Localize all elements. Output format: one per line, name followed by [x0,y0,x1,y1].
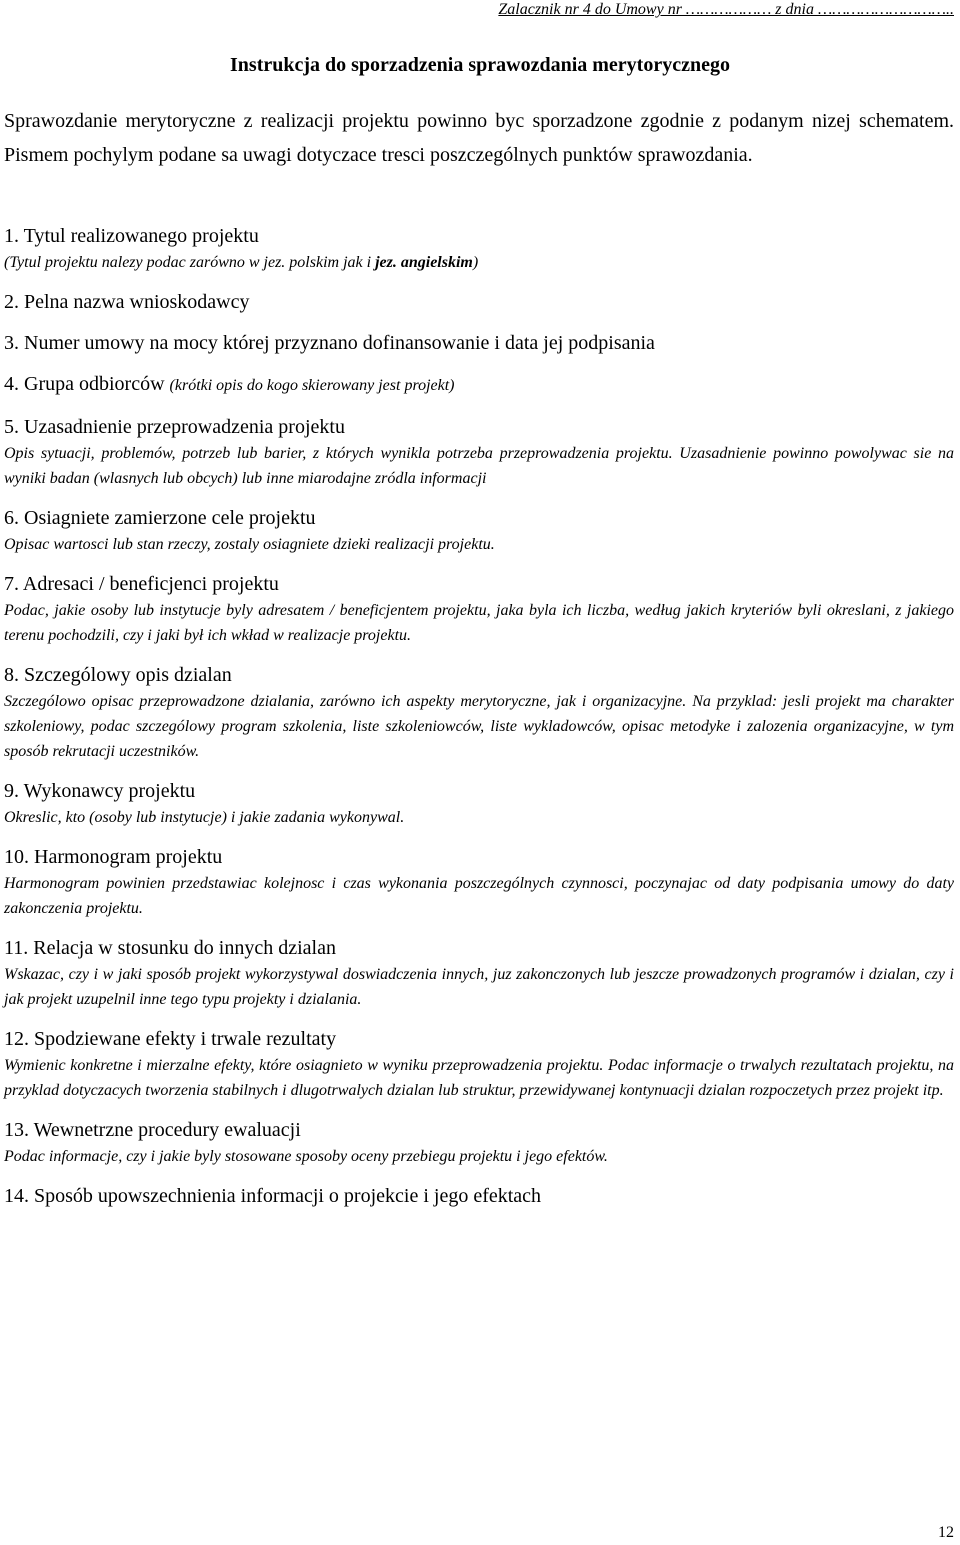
section-description: Szczególowo opisac przeprowadzone dzialania, zarówno ich aspekty merytoryczne, jak i organizacyjne. Na przyklad: jesli projekt ma charakter szkoleniowy, podac szczególowy program szkolenia, liste szkoleniowców, liste wykladowców, opisac metodyke i zalozenia organizacyjne, w tym sposób rekrutacji uczestników. [4,693,954,760]
section-description [4,250,954,275]
section-heading: 2. Pelna nazwa wnioskodawcy [4,291,250,313]
section-description-text: (Tytul projektu nalezy podac zarówno w jez. polskim jak i [4,254,376,271]
section-description: Podac informacje, czy i jakie byly stosowane sposoby oceny przebiegu projektu i jego efektów. [4,1148,608,1165]
section-heading: 13. Wewnetrzne procedury ewaluacji [4,1119,301,1141]
section-12 [4,1025,954,1103]
section-13 [4,1116,954,1169]
section-heading: 1. Tytul realizowanego projektu [4,225,259,247]
intro-paragraph: Sprawozdanie merytoryczne z realizacji projektu powinno byc sporzadzone zgodnie z podanym nizej schematem. Pismem pochylym podane sa uwagi dotyczace tresci poszczególnych punktów sprawozdania. [4,110,954,166]
section-5 [4,413,954,491]
section-10 [4,843,954,921]
section-9 [4,777,954,830]
section-description: Opis sytuacji, problemów, potrzeb lub barier, z których wynikla potrzeba przeprowadzenia projektu. Uzasadnienie powinno powolywac sie na wyniki badan (wlasnych lub obcych) lub inne miarodajne zródla informacji [4,445,954,487]
section-heading [4,370,954,400]
section-7 [4,570,954,648]
section-description-bold: jez. angielskim [375,254,473,271]
page-number: 12 [938,1524,954,1541]
section-3 [4,329,954,357]
section-description: Wskazac, czy i w jaki sposób projekt wykorzystywal doswiadczenia innych, juz zakonczonych lub jeszcze prowadzonych programów i dzialan, czy i jak projekt uzupelnil inne tego typu projekty i dzialania. [4,966,954,1008]
section-description-text: ) [472,254,479,271]
section-heading: 10. Harmonogram projektu [4,846,223,868]
section-1 [4,222,954,275]
section-heading: 5. Uzasadnienie przeprowadzenia projektu [4,416,345,438]
section-description: Okreslic, kto (osoby lub instytucje) i jakie zadania wykonywal. [4,809,405,826]
section-description: Harmonogram powinien przedstawiac kolejnosc i czas wykonania poszczególnych czynnosci, poczynajac od daty podpisania umowy do daty zakonczenia projektu. [4,875,954,917]
section-4 [4,370,954,400]
section-heading-text: 4. Grupa odbiorców [4,373,165,395]
section-heading: 12. Spodziewane efekty i trwale rezultaty [4,1028,337,1050]
section-6 [4,504,954,557]
section-description: Wymienic konkretne i mierzalne efekty, które osiagnieto w wyniku przeprowadzenia projektu. Podac informacje o trwalych rezultatach projektu, na przyklad dotyczacych tworzenia stabilnych i dlugotrwalych dzialan lub struktur, przewidywanej kontynuacji dzialan rozpoczetych przez projekt itp. [4,1057,954,1099]
section-heading: 8. Szczególowy opis dzialan [4,664,232,686]
section-heading: 11. Relacja w stosunku do innych dzialan [4,937,336,959]
section-description: Podac, jakie osoby lub instytucje byly adresatem / beneficjentem projektu, jaka byla ich liczba, według jakich kryteriów byli okreslani, z jakiego terenu pochodzili, czy i jaki był ich wkład w realizacje projektu. [4,602,954,644]
document-title: Instrukcja do sporzadzenia sprawozdania merytorycznego [230,54,730,76]
document-header: Zalacznik nr 4 do Umowy nr ……………… z dnia ……………………….. [498,1,954,18]
section-heading: 7. Adresaci / beneficjenci projektu [4,573,279,595]
section-11 [4,934,954,1012]
section-heading: 14. Sposób upowszechnienia informacji o projekcie i jego efektach [4,1185,542,1207]
section-heading: 6. Osiagniete zamierzone cele projektu [4,507,316,529]
section-14 [4,1182,954,1210]
section-inline-description: (krótki opis do kogo skierowany jest projekt) [169,377,455,394]
section-description: Opisac wartosci lub stan rzeczy, zostaly osiagniete dzieki realizacji projektu. [4,536,495,553]
sections-list [4,222,954,1223]
section-2 [4,288,954,316]
section-8 [4,661,954,764]
section-heading: 3. Numer umowy na mocy której przyznano dofinansowanie i data jej podpisania [4,332,655,354]
section-heading: 9. Wykonawcy projektu [4,780,196,802]
